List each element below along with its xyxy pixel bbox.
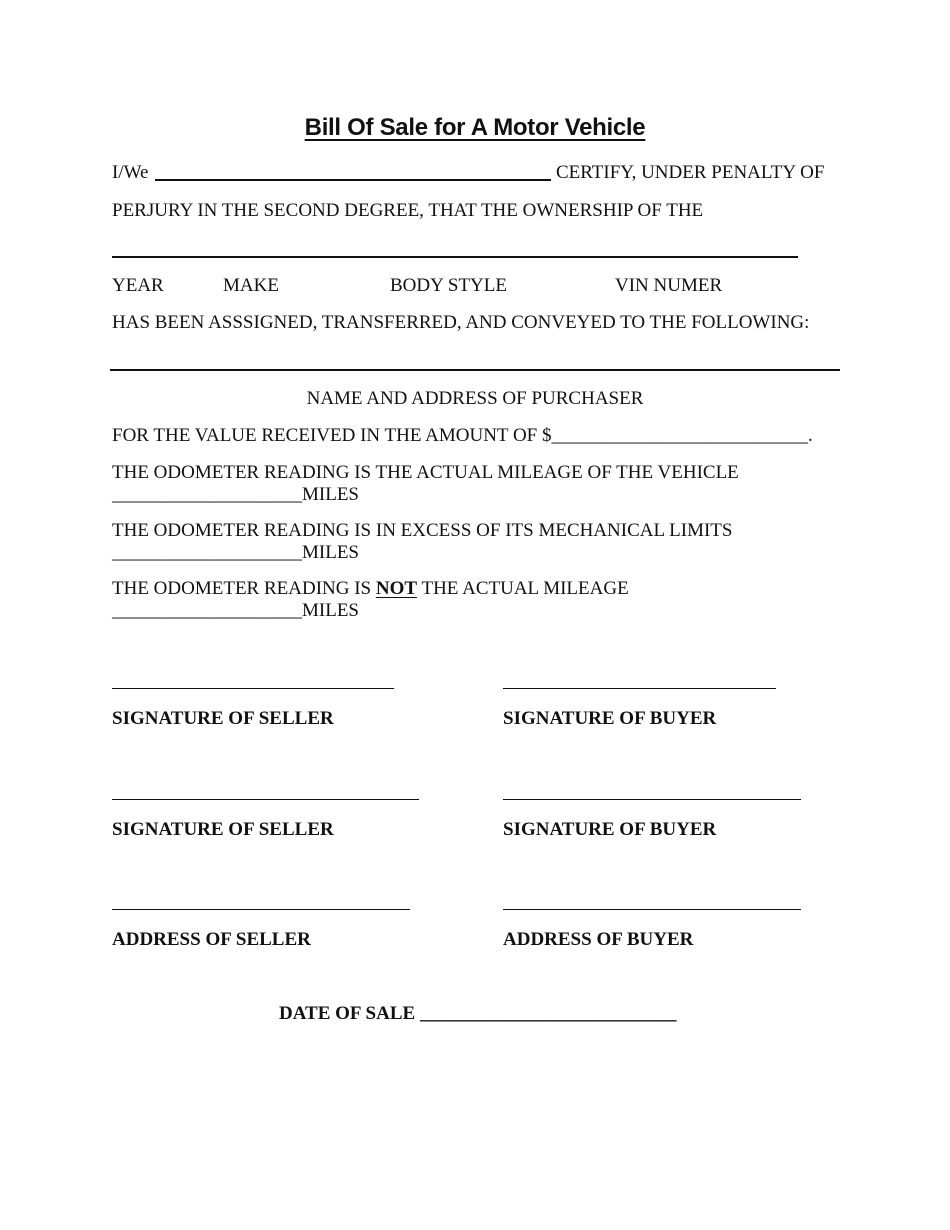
odometer-excess-miles: ____________________MILES [112, 542, 359, 563]
certify-suffix: CERTIFY, UNDER PENALTY OF [556, 162, 825, 183]
certify-name-blank [155, 179, 551, 181]
odometer-not-actual-line [112, 578, 629, 600]
odometer-not-actual-miles: ____________________MILES [112, 600, 359, 621]
seller-address-blank [112, 909, 410, 910]
date-of-sale: DATE OF SALE ___________________________ [279, 1003, 677, 1024]
purchaser-label: NAME AND ADDRESS OF PURCHASER [306, 388, 644, 409]
seller-signature-blank-2 [112, 799, 419, 800]
buyer-address-label: ADDRESS OF BUYER [503, 929, 694, 950]
value-line: FOR THE VALUE RECEIVED IN THE AMOUNT OF $___________________________. [112, 425, 813, 446]
document-title: Bill Of Sale for A Motor Vehicle [304, 114, 646, 141]
odometer-not-word: NOT [375, 578, 418, 599]
odometer-not-suffix: THE ACTUAL MILEAGE [421, 578, 629, 599]
buyer-signature-blank-1 [503, 688, 776, 689]
buyer-address-blank [503, 909, 801, 910]
vin-label: VIN NUMER [615, 275, 723, 296]
odometer-not-prefix: THE ODOMETER READING IS [112, 578, 372, 599]
buyer-signature-blank-2 [503, 799, 801, 800]
body-style-label: BODY STYLE [390, 275, 507, 296]
make-label: MAKE [223, 275, 279, 296]
buyer-signature-label-2: SIGNATURE OF BUYER [503, 819, 717, 840]
seller-signature-label-2: SIGNATURE OF SELLER [112, 819, 334, 840]
seller-signature-blank-1 [112, 688, 394, 689]
year-label: YEAR [112, 275, 164, 296]
certify-prefix: I/We [112, 162, 149, 183]
seller-address-label: ADDRESS OF SELLER [112, 929, 311, 950]
odometer-actual-line: THE ODOMETER READING IS THE ACTUAL MILEAGE OF THE VEHICLE [112, 462, 739, 483]
purchaser-blank [110, 369, 840, 371]
perjury-line: PERJURY IN THE SECOND DEGREE, THAT THE OWNERSHIP OF THE [112, 200, 704, 221]
odometer-actual-miles: ____________________MILES [112, 484, 359, 505]
vehicle-info-blank [112, 256, 798, 258]
buyer-signature-label-1: SIGNATURE OF BUYER [503, 708, 717, 729]
seller-signature-label-1: SIGNATURE OF SELLER [112, 708, 334, 729]
odometer-excess-line: THE ODOMETER READING IS IN EXCESS OF ITS MECHANICAL LIMITS [112, 520, 733, 541]
assigned-line: HAS BEEN ASSSIGNED, TRANSFERRED, AND CONVEYED TO THE FOLLOWING: [112, 312, 810, 333]
